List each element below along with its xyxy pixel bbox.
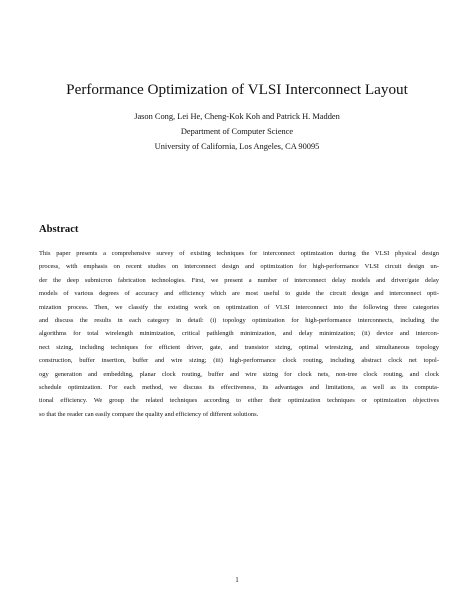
paper-authors: Jason Cong, Lei He, Cheng-Kok Koh and Patrick H. Madden — [134, 112, 340, 121]
abstract-line: so that the reader can easily compare the quality and efficiency of different solutions. — [39, 410, 259, 418]
abstract-line: construction, buffer insertion, buffer and wire sizing; (iii) high-performance clock routing, including abstract clock net topol- — [39, 357, 439, 365]
paper-title: Performance Optimization of VLSI Interconnect Layout — [66, 81, 408, 98]
abstract-line: tional efficiency. We group the related techniques according to either their optimization techniques or optimization objectives — [39, 397, 439, 405]
abstract-line: schedule optimization. For each method, we discuss its effectiveness, its advantages and limitations, as well as its computa- — [39, 383, 439, 391]
abstract-body — [39, 247, 439, 421]
abstract-line: algorithms for total wirelength minimization, critical pathlength minimization, and delay minimization; (ii) device and intercon- — [39, 330, 439, 338]
abstract-heading: Abstract — [39, 224, 79, 235]
abstract-line: nect sizing, including techniques for efficient driver, gate, and transistor sizing, optimal wiresizing, and simultaneous topology — [39, 343, 439, 351]
abstract-line: process, with emphasis on recent studies on interconnect design and optimization for high-performance VLSI circuit design un- — [39, 263, 439, 271]
author-university: University of California, Los Angeles, CA 90095 — [154, 142, 320, 151]
abstract-line: der the deep submicron fabrication technologies. First, we present a number of interconnect delay models and driver/gate delay — [39, 276, 439, 284]
abstract-line: mization process. Then, we classify the existing work on optimization of VLSI interconnect into the following three categories — [39, 303, 439, 311]
author-department: Department of Computer Science — [180, 127, 294, 136]
page-number: 1 — [235, 576, 239, 584]
abstract-line: ogy generation and embedding, planar clock routing, buffer and wire sizing for clock nets, non-tree clock routing, and clock — [39, 370, 439, 378]
abstract-line: and discuss the results in each category in detail: (i) topology optimization for high-performance interconnects, including the — [39, 316, 439, 324]
abstract-line: This paper presents a comprehensive survey of existing techniques for interconnect optimization during the VLSI physical design — [39, 250, 439, 257]
abstract-line: models of various degrees of accuracy and efficiency which are most useful to guide the circuit design and interconnect opti- — [39, 290, 439, 298]
